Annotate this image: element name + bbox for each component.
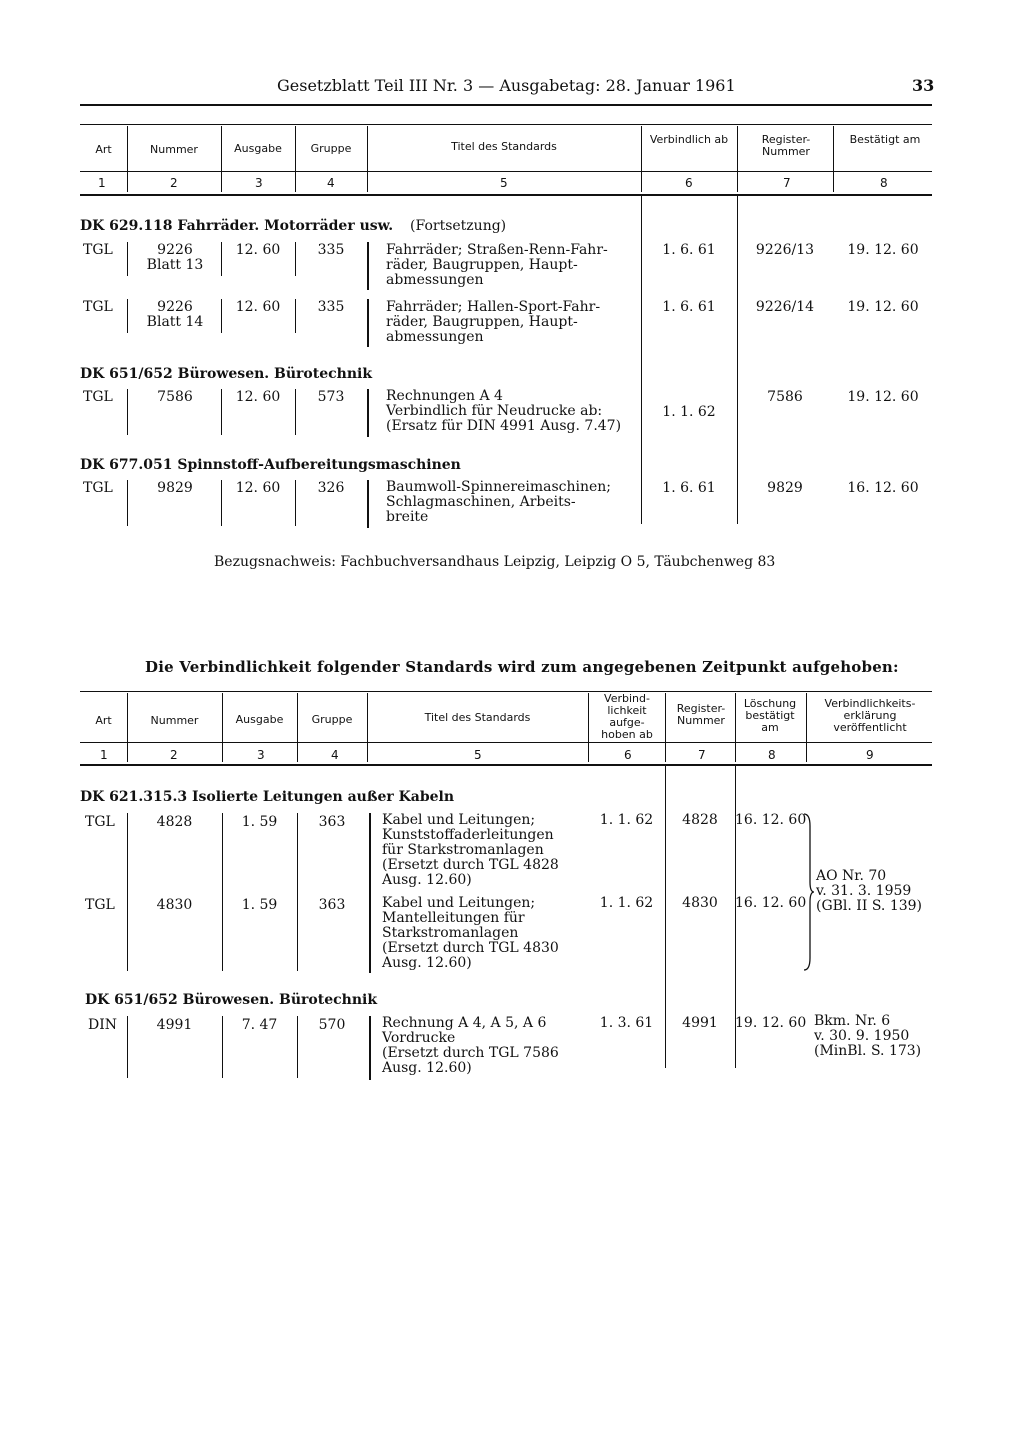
cell-nummer: 4991 bbox=[156, 1017, 193, 1033]
t2-col-titel: Titel des Standards bbox=[424, 711, 531, 724]
section-heading: DK 629.118 Fahrräder. Motorräder usw. (Fortsetzung) bbox=[80, 218, 507, 234]
t1-col-art: Art bbox=[95, 143, 112, 156]
cell-gruppe: 326 bbox=[317, 480, 345, 496]
cell-bestaetigt: 19. 12. 60 bbox=[847, 389, 919, 405]
cell-titel: Fahrräder; Hallen-Sport-Fahr- räder, Baugruppen, Haupt- abmessungen bbox=[386, 299, 601, 345]
t2-colnum: 4 bbox=[331, 748, 339, 762]
t1-colnum: 4 bbox=[327, 176, 335, 190]
t1-col-register: Register-Nummer bbox=[761, 133, 811, 158]
cell-titel: Kabel und Leitungen; Kunststoffaderleitungen für Starkstromanlagen (Ersetzt durch TGL 4828 Ausg. 12.60) bbox=[382, 812, 559, 888]
t1-col-titel: Titel des Standards bbox=[451, 140, 557, 153]
t2-colnum: 9 bbox=[866, 748, 874, 762]
table1-top-rule bbox=[80, 124, 932, 125]
header-rule bbox=[80, 104, 932, 106]
t1-col-verbindlich: Verbindlich ab bbox=[649, 133, 729, 146]
t2-colnum: 2 bbox=[170, 748, 178, 762]
table2-top-rule bbox=[80, 691, 932, 692]
t2-colnum: 6 bbox=[624, 748, 632, 762]
cell-art: TGL bbox=[83, 389, 113, 405]
t2-col-loeschung: Löschung bestätigt am bbox=[743, 697, 797, 734]
running-title: Gesetzblatt Teil III Nr. 3 — Ausgabetag: 28. Januar 1961 bbox=[277, 76, 736, 95]
t2-colnum: 8 bbox=[768, 748, 776, 762]
cell-ausgabe: 12. 60 bbox=[235, 242, 281, 258]
cell-loeschung: 16. 12. 60 bbox=[735, 812, 807, 828]
cell-ausgabe: 1. 59 bbox=[241, 897, 278, 913]
t1-colnum: 3 bbox=[255, 176, 263, 190]
cell-titel: Rechnung A 4, A 5, A 6 Vordrucke (Ersetzt durch TGL 7586 Ausg. 12.60) bbox=[382, 1015, 559, 1076]
table2-numbers-rule bbox=[80, 764, 932, 766]
cell-titel: Fahrräder; Straßen-Renn-Fahr- räder, Baugruppen, Haupt- abmessungen bbox=[386, 242, 608, 288]
cell-verbindlich: 1. 1. 62 bbox=[662, 404, 716, 420]
cell-verbindlich: 1. 6. 61 bbox=[662, 480, 716, 496]
t1-colnum: 5 bbox=[500, 176, 508, 190]
brace-bracket bbox=[800, 812, 816, 972]
t2-colnum: 1 bbox=[100, 748, 108, 762]
cell-register: 9829 bbox=[767, 480, 803, 496]
t2-col-veroeffentlicht: Verbindlichkeits-erklärung veröffentlicht bbox=[824, 697, 916, 734]
cell-ausgabe: 12. 60 bbox=[235, 480, 281, 496]
section-heading: DK 651/652 Bürowesen. Bürotechnik bbox=[85, 992, 378, 1008]
cell-titel: Baumwoll-Spinnereimaschinen; Schlagmaschinen, Arbeits- breite bbox=[386, 479, 612, 525]
t1-col-bestaetigt: Bestätigt am bbox=[849, 133, 921, 146]
t2-colnum: 7 bbox=[698, 748, 706, 762]
cell-art: TGL bbox=[83, 299, 113, 315]
cell-nummer: 7586 bbox=[157, 389, 193, 405]
cell-ausgabe: 1. 59 bbox=[241, 814, 278, 830]
cell-bestaetigt: 19. 12. 60 bbox=[847, 242, 919, 258]
table1-numbers-rule bbox=[80, 194, 932, 196]
cell-aufgehoben: 1. 1. 62 bbox=[599, 812, 654, 828]
cell-loeschung: 16. 12. 60 bbox=[735, 895, 807, 911]
t1-col-ausgabe: Ausgabe bbox=[234, 142, 282, 155]
cell-verbindlich: 1. 6. 61 bbox=[662, 299, 716, 315]
cell-register: 9226/13 bbox=[755, 242, 815, 258]
t1-colnum: 8 bbox=[880, 176, 888, 190]
section-heading: DK 651/652 Bürowesen. Bürotechnik bbox=[80, 366, 373, 382]
table2-header-rule bbox=[80, 742, 932, 743]
section-heading: DK 621.315.3 Isolierte Leitungen außer Kabeln bbox=[80, 789, 455, 805]
supply-note: Bezugsnachweis: Fachbuchversandhaus Leipzig, Leipzig O 5, Täubchenweg 83 bbox=[214, 554, 776, 570]
cell-nummer: 9226 Blatt 13 bbox=[146, 242, 204, 273]
cell-veroeffentlicht: AO Nr. 70 v. 31. 3. 1959 (GBl. II S. 139) bbox=[816, 868, 922, 914]
cell-veroeffentlicht: Bkm. Nr. 6 v. 30. 9. 1950 (MinBl. S. 173) bbox=[814, 1013, 922, 1059]
cell-nummer: 9226 Blatt 14 bbox=[146, 299, 204, 330]
t1-colnum: 2 bbox=[170, 176, 178, 190]
t2-colnum: 3 bbox=[257, 748, 265, 762]
cell-gruppe: 363 bbox=[318, 897, 346, 913]
t2-col-aufgehoben: Verbind-lichkeit aufge-hoben ab bbox=[601, 692, 653, 741]
t1-col-gruppe: Gruppe bbox=[310, 142, 352, 155]
cell-nummer: 4828 bbox=[156, 814, 193, 830]
cell-art: TGL bbox=[85, 897, 115, 913]
cell-art: TGL bbox=[83, 480, 113, 496]
cell-ausgabe: 12. 60 bbox=[235, 299, 281, 315]
cell-verbindlich: 1. 6. 61 bbox=[662, 242, 716, 258]
t2-colnum: 5 bbox=[474, 748, 482, 762]
section-heading-2: Die Verbindlichkeit folgender Standards wird zum angegebenen Zeitpunkt aufgehoben: bbox=[145, 658, 899, 676]
cell-bestaetigt: 16. 12. 60 bbox=[847, 480, 919, 496]
cell-gruppe: 573 bbox=[317, 389, 345, 405]
t1-colnum: 7 bbox=[783, 176, 791, 190]
cell-register: 4828 bbox=[682, 812, 718, 828]
cell-register: 4991 bbox=[682, 1015, 718, 1031]
section-heading: DK 677.051 Spinnstoff-Aufbereitungsmaschinen bbox=[80, 457, 461, 473]
t1-col-nummer: Nummer bbox=[150, 143, 198, 156]
cell-ausgabe: 12. 60 bbox=[235, 389, 281, 405]
cell-ausgabe: 7. 47 bbox=[241, 1017, 278, 1033]
page-number: 33 bbox=[912, 76, 935, 95]
cell-register: 7586 bbox=[767, 389, 803, 405]
cell-art: TGL bbox=[85, 814, 115, 830]
cell-bestaetigt: 19. 12. 60 bbox=[847, 299, 919, 315]
cell-nummer: 4830 bbox=[156, 897, 193, 913]
t2-col-ausgabe: Ausgabe bbox=[235, 713, 284, 726]
cell-register: 4830 bbox=[682, 895, 718, 911]
cell-gruppe: 335 bbox=[317, 299, 345, 315]
t2-col-register: Register-Nummer bbox=[676, 702, 726, 727]
t2-col-art: Art bbox=[95, 714, 112, 727]
cell-loeschung: 19. 12. 60 bbox=[735, 1015, 807, 1031]
cell-gruppe: 335 bbox=[317, 242, 345, 258]
cell-titel: Rechnungen A 4 Verbindlich für Neudrucke ab: (Ersatz für DIN 4991 Ausg. 7.47) bbox=[386, 388, 622, 434]
t1-colnum: 1 bbox=[98, 176, 106, 190]
t1-colnum: 6 bbox=[685, 176, 693, 190]
t2-col-nummer: Nummer bbox=[150, 714, 199, 727]
t2-col-gruppe: Gruppe bbox=[311, 713, 353, 726]
cell-aufgehoben: 1. 3. 61 bbox=[599, 1015, 654, 1031]
cell-titel: Kabel und Leitungen; Mantelleitungen für Starkstromanlagen (Ersetzt durch TGL 4830 Ausg. 12.60) bbox=[382, 895, 559, 971]
cell-gruppe: 570 bbox=[318, 1017, 346, 1033]
cell-register: 9226/14 bbox=[755, 299, 815, 315]
table1-header-rule bbox=[80, 171, 932, 172]
cell-nummer: 9829 bbox=[157, 480, 193, 496]
cell-gruppe: 363 bbox=[318, 814, 346, 830]
cell-aufgehoben: 1. 1. 62 bbox=[599, 895, 654, 911]
cell-art: TGL bbox=[83, 242, 113, 258]
cell-art: DIN bbox=[88, 1017, 118, 1033]
